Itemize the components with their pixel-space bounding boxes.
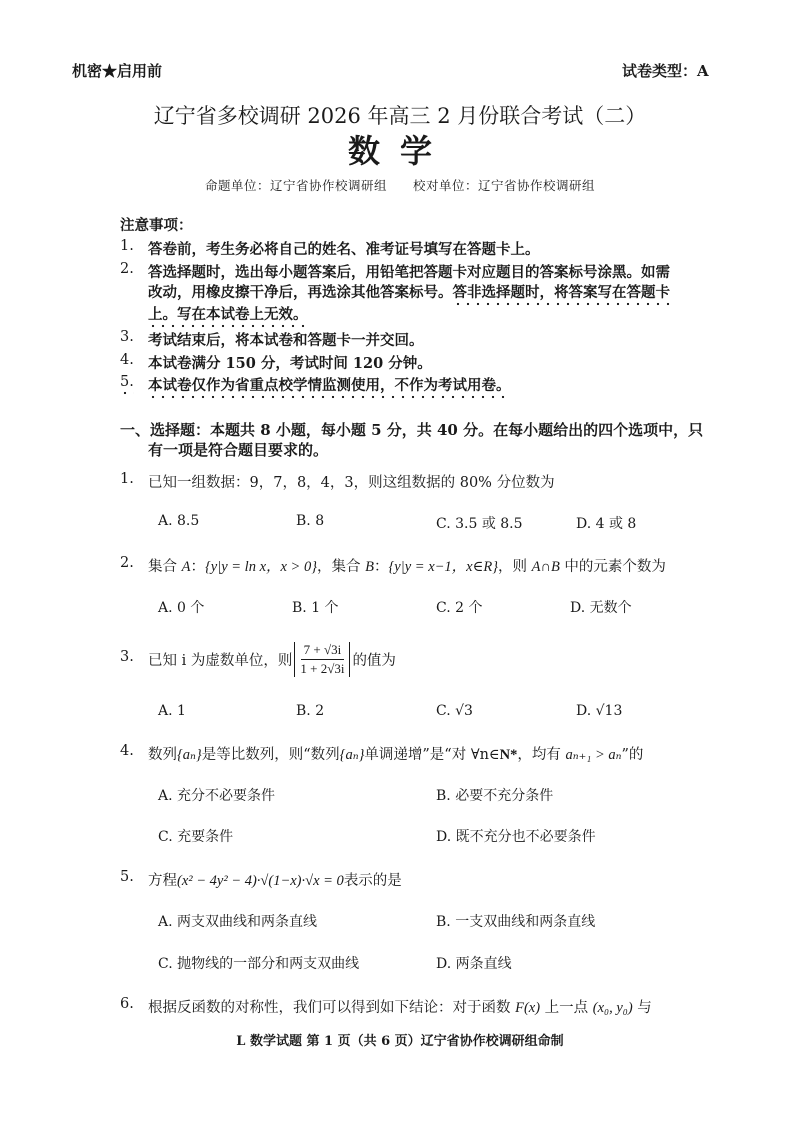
q2-option-d: D. 无数个 [570,600,632,616]
notice-item-4: 本试卷满分 150 分，考试时间 120 分钟。 [148,355,432,372]
section1-line-2: 有一项是符合题目要求的。 [148,441,329,459]
notice-num-3: 3. [120,329,134,345]
q3-num: 3. [120,649,134,665]
q2-part-10: 中的元素个数为 [559,559,666,575]
q6-text [148,996,652,1017]
q6-part-4: 与 [632,1000,652,1016]
exam-title: 辽宁省多校调研 2026 年高三 2 月份联合考试（二） [153,104,647,128]
q2-part-8: ，则 [498,559,532,575]
q5-option-d: D. 两条直线 [436,956,512,972]
q2-set-b: B [365,559,374,575]
q2-part-4: ，集合 [317,559,366,575]
notice-item-5: 本试卷仅作为省重点校学情监测使用，不作为考试用卷。 [148,377,511,399]
setter-line: 命题单位：辽宁省协作校调研组 校对单位：辽宁省协作校调研组 [204,178,595,193]
q1-option-a: A. 8.5 [158,513,200,529]
q5-option-a: A. 两支双曲线和两条直线 [158,914,318,930]
q4-option-d: D. 既不充分也不必要条件 [436,829,596,845]
q2-set-a-def: {y|y = ln x，x > 0} [204,559,318,575]
q3-text [148,636,396,682]
q2-part-2: ： [190,559,205,575]
q4-part-6: ，均有 [517,747,566,763]
section1-line-1: 一、选择题：本题共 8 小题，每小题 5 分，共 40 分。在每小题给出的四个选项中，只 [120,421,704,439]
q5-num: 5. [120,869,134,885]
q2-text [148,555,666,576]
q2-part-6: ： [374,559,389,575]
page-footer: L 数学试题 第 1 页（共 6 页）辽宁省协作校调研组命制 [236,1034,564,1049]
q1-text: 已知一组数据：9，7，8，4，3，则这组数据的 80% 分位数为 [148,475,555,491]
q3-part-0: 已知 i 为虚数单位，则 [148,652,293,669]
q4-option-c: C. 充要条件 [158,829,234,845]
q4-part-2: 是等比数列，则“数列 [201,747,340,763]
q4-seq-1: {aₙ} [177,747,202,763]
q4-seq-2: {aₙ} [339,747,365,763]
q4-natural-set: N* [499,747,518,763]
q5-part-0: 方程 [148,873,177,889]
q3-numerator: 7 + √3i [301,642,345,660]
q4-part-0: 数列 [148,747,177,763]
q4-part-4: 单调递增”是“对 ∀n∈ [364,747,500,763]
notice-item-5-wrap [148,374,511,395]
q1-option-b: B. 8 [296,513,325,529]
q3-part-3: 的值为 [352,652,396,669]
q5-part-2: 表示的是 [343,873,402,889]
q4-num: 4. [120,743,134,759]
q2-option-b: B. 1 个 [292,600,339,616]
q1-option-c: C. 3.5 或 8.5 [436,516,523,532]
notice-item-2-line-3a: 上。写在本试卷上无效。 [148,306,308,328]
notice-num-2: 2. [120,261,134,277]
q4-part-8: ”的 [621,747,644,763]
q2-set-a: A [181,559,191,575]
q6-part-2: 上一点 [540,1000,593,1016]
notice-heading: 注意事项： [120,217,193,234]
q2-option-a: A. 0 个 [158,600,205,616]
q5-equation: (x² − 4y² − 4)·√(1−x)·√x = 0 [177,873,344,889]
notice-item-2-line-1: 答选择题时，选出每小题答案后，用铅笔把答题卡对应题目的答案标号涂黑。如需 [148,264,670,281]
q2-option-c: C. 2 个 [436,600,483,616]
notice-num-5: 5. [120,374,134,395]
q4-text [148,743,643,764]
notice-item-2-line-3 [148,303,308,324]
q3-fraction [297,642,347,677]
q3-option-a: A. 1 [158,703,186,719]
q1-option-d: D. 4 或 8 [576,516,637,532]
q6-part-0: 根据反函数的对称性，我们可以得到如下结论：对于函数 [148,1000,516,1016]
q2-num: 2. [120,555,134,571]
notice-item-2-line-2 [148,281,670,302]
q3-option-c: C. √3 [436,703,473,719]
q3-abs-value [294,642,350,677]
q2-set-b-def: {y|y = x−1，x∈R} [388,559,498,575]
q5-text [148,869,402,890]
q3-option-b: B. 2 [296,703,325,719]
notice-num-1: 1. [120,238,134,254]
q6-num: 6. [120,996,134,1012]
q5-option-c: C. 抛物线的一部分和两支双曲线 [158,956,360,972]
q2-intersection: A∩B [531,559,560,575]
q6-point: (x₀, y₀) [592,1000,633,1016]
notice-item-2-line-2a: 改动，用橡皮擦干净后，再选涂其他答案标号。 [148,284,453,301]
q4-option-b: B. 必要不充分条件 [436,788,554,804]
q1-num: 1. [120,471,134,487]
q3-option-d: D. √13 [576,703,623,719]
notice-item-3: 考试结束后，将本试卷和答题卡一并交回。 [148,332,424,349]
notice-num-4: 4. [120,352,134,368]
confidential-label: 机密★启用前 [72,62,163,80]
q6-function: F(x) [515,1000,541,1016]
notice-item-2-line-2b: 答非选择题时，将答案写在答题卡 [453,284,671,306]
subject-title: 数学 [347,132,452,170]
q2-part-0: 集合 [148,559,182,575]
notice-item-1: 答卷前，考生务必将自己的姓名、准考证号填写在答题卡上。 [148,241,540,258]
q4-inequality: aₙ₊₁ > aₙ [565,747,622,763]
q5-option-b: B. 一支双曲线和两条直线 [436,914,596,930]
q4-option-a: A. 充分不必要条件 [158,788,276,804]
q3-denominator: 1 + 2√3i [300,660,345,676]
paper-type-label: 试卷类型：A [622,62,709,80]
